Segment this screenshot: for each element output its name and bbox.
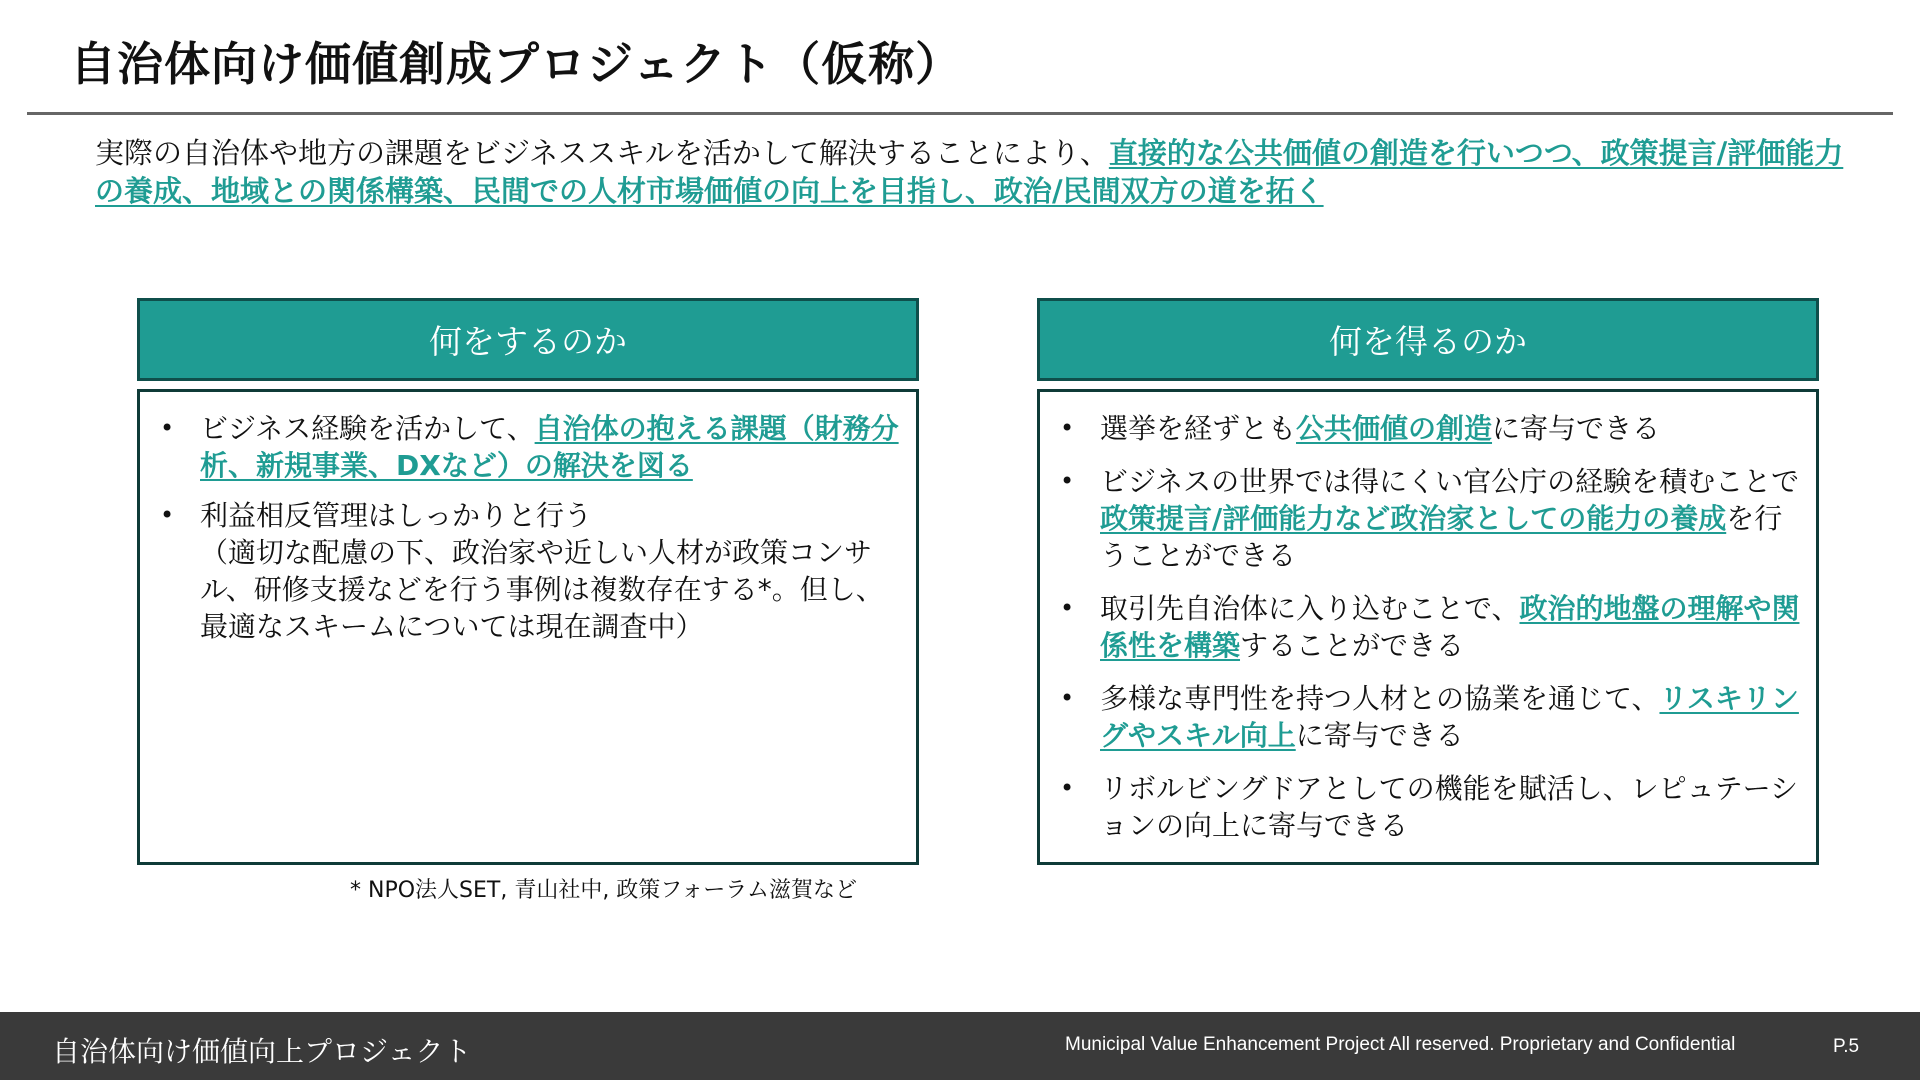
item-text: 選挙を経ずとも [1100,412,1297,445]
footer-project-name: 自治体向け価値向上プロジェクト [52,1035,472,1068]
item-text-post: に寄与できる [1492,412,1661,445]
slide-title: 自治体向け価値創成プロジェクト（仮称） [70,37,963,91]
what-we-do-body [137,389,919,865]
what-we-gain-body [1037,389,1819,865]
item-text-post: を行うことができる [1100,502,1783,572]
lead-statement [95,134,1865,210]
slide-footer [0,1012,1920,1080]
item-highlight: 政策提言/評価能力など政治家としての能力の養成 [1100,502,1727,535]
list-item [160,497,900,645]
list-item [1060,770,1800,844]
item-text-post: に寄与できる [1295,719,1464,752]
item-text: 利益相反管理はしっかりと行う [200,499,593,532]
list-item [160,410,900,484]
page-number: P.5 [1833,1036,1860,1057]
list-item [1060,463,1800,574]
footer-rights: Municipal Value Enhancement Project All reserved. Proprietary and Confidential [1065,1034,1736,1055]
item-highlight: リスキリングやスキル向上 [1100,682,1799,752]
what-we-do-header: 何をするのか [137,298,919,381]
item-note: （適切な配慮の下、政治家や近しい人材が政策コンサル、研修支援などを行う事例は複数存在する*。但し、最適なスキームについては現在調査中） [200,536,884,643]
item-text: 取引先自治体に入り込むことで、 [1100,592,1520,625]
item-text-post: することができる [1240,629,1465,662]
item-highlight: 政治的地盤の理解や関係性を構築 [1100,592,1800,662]
list-item [1060,680,1800,754]
lead-highlight-text: 直接的な公共価値の創造を行いつつ、政策提言/評価能力の養成、地域との関係構築、民間での人材市場価値の向上を目指し、政治/民間双方の道を拓く [95,136,1844,208]
item-text: ビジネス経験を活かして、 [200,412,535,445]
lead-plain-text: 実際の自治体や地方の課題をビジネススキルを活かして解決することにより、 [95,136,1109,170]
item-text: 多様な専門性を持つ人材との協業を通じて、 [1100,682,1660,715]
what-we-gain-header: 何を得るのか [1037,298,1819,381]
item-highlight: 公共価値の創造 [1296,412,1493,445]
what-we-gain-panel [1037,298,1819,868]
list-item [1060,410,1800,447]
item-text: リボルビングドアとしての機能を賦活し、レピュテーションの向上に寄与できる [1100,772,1799,842]
list-item [1060,590,1800,664]
footnote: * NPO法人SET, 青山社中, 政策フォーラム滋賀など [350,878,857,903]
what-we-gain-list [1040,392,1816,844]
item-highlight: 自治体の抱える課題（財務分析、新規事業、DXなど）の解決を図る [200,412,899,482]
item-text: ビジネスの世界では得にくい官公庁の経験を積むことで [1100,465,1800,498]
what-we-do-list [140,392,916,645]
what-we-do-panel [137,298,919,868]
title-divider [27,112,1893,115]
